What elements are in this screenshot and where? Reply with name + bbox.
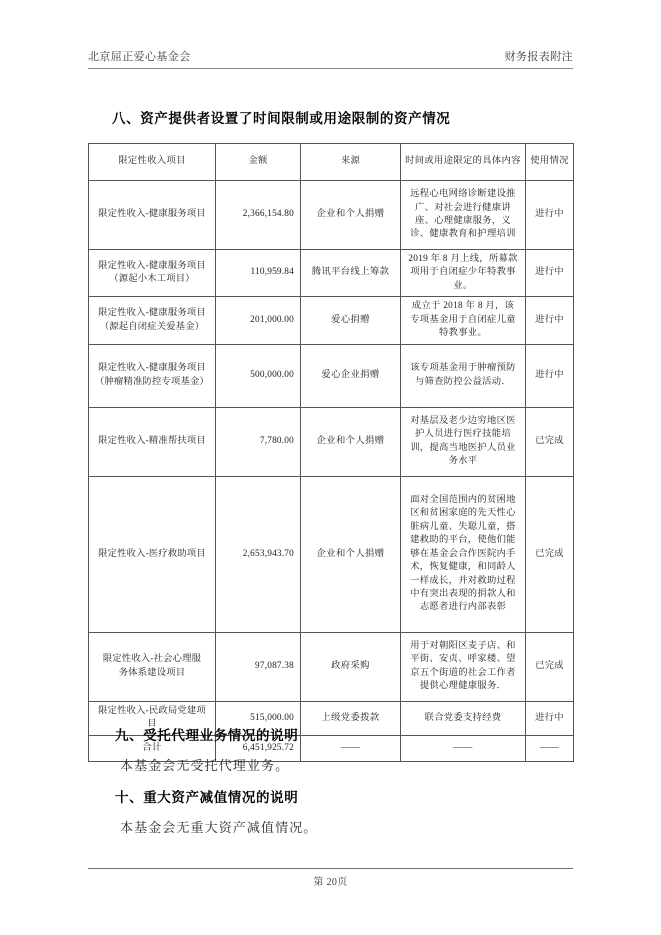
section-heading-nine: 九、受托代理业务情况的说明: [115, 728, 299, 743]
cell-amount: 2,366,154.80: [216, 181, 301, 250]
cell-amount: 515,000.00: [216, 701, 301, 735]
cell-detail: 联合党委支持经费: [401, 701, 526, 735]
section-ten-paragraph: 本基金会无重大资产减值情况。: [120, 820, 318, 835]
cell-status: 进行中: [526, 250, 574, 297]
table-row: [89, 407, 574, 476]
item-line-2: （源起自闭症关爱基金）: [99, 321, 205, 332]
header-organization: 北京屈正爱心基金会: [88, 51, 191, 63]
cell-status: 进行中: [526, 344, 574, 407]
restricted-income-table: [88, 143, 574, 762]
total-detail: ——: [401, 735, 526, 761]
item-line-1: 限定性收入-健康服务项目: [98, 209, 206, 220]
cell-item: [89, 476, 216, 632]
cell-amount: 500,000.00: [216, 344, 301, 407]
item-line-2: 目: [147, 719, 157, 730]
cell-amount: 97,087.38: [216, 632, 301, 701]
table-row: [89, 344, 574, 407]
table-row: [89, 476, 574, 632]
total-source: ——: [301, 735, 401, 761]
cell-amount: 2,653,943.70: [216, 476, 301, 632]
cell-status: 进行中: [526, 181, 574, 250]
total-label: 合计: [89, 735, 216, 761]
cell-status: 已完成: [526, 476, 574, 632]
table-row: [89, 181, 574, 250]
section-nine-paragraph: 本基金会无受托代理业务。: [120, 758, 290, 773]
item-line-1: 限定性收入-精准帮扶项目: [98, 436, 206, 447]
table-row: [89, 250, 574, 297]
total-amount: 6,451,925.72: [216, 735, 301, 761]
cell-detail: 2019 年 8 月上线，所募款项用于自闭症少年特教事业。: [401, 250, 526, 297]
column-header-detail: 时间或用途限定的具体内容: [401, 144, 526, 181]
cell-detail: 成立于 2018 年 8 月，该专项基金用于自闭症儿童特教事业。: [401, 297, 526, 344]
item-line-2: 务体系建设项目: [118, 667, 186, 678]
cell-source: 爱心企业捐赠: [301, 344, 401, 407]
cell-item: [89, 297, 216, 344]
page-footer: [88, 868, 573, 888]
cell-source: 腾讯平台线上筹款: [301, 250, 401, 297]
cell-amount: 110,959.84: [216, 250, 301, 297]
item-line-2: （肿瘤精准防控专项基金）: [95, 376, 209, 387]
running-header: [88, 48, 573, 69]
cell-amount: 201,000.00: [216, 297, 301, 344]
cell-status: 进行中: [526, 701, 574, 735]
cell-amount: 7,780.00: [216, 407, 301, 476]
section-heading-ten: 十、重大资产减值情况的说明: [115, 790, 299, 805]
column-header-source: 来源: [301, 144, 401, 181]
page-number: 第 20页: [313, 877, 348, 888]
item-line-2: （源起小木工项目）: [109, 274, 195, 285]
cell-detail: 远程心电网络诊断建设推广、对社会进行健康讲座、心理健康服务，义诊、健康教育和护理培训: [401, 181, 526, 250]
cell-source: 企业和个人捐赠: [301, 476, 401, 632]
cell-source: 企业和个人捐赠: [301, 407, 401, 476]
table-row: [89, 632, 574, 701]
cell-item: [89, 407, 216, 476]
section-heading-eight: 八、资产提供者设置了时间限制或用途限制的资产情况: [112, 111, 451, 126]
cell-detail: 该专项基金用于肿瘤预防与筛查防控公益活动．: [401, 344, 526, 407]
cell-status: 已完成: [526, 632, 574, 701]
cell-item: [89, 181, 216, 250]
column-header-status: 使用情况: [526, 144, 574, 181]
table-row: [89, 297, 574, 344]
item-line-1: 限定性收入-健康服务项目: [98, 260, 206, 271]
cell-item: [89, 632, 216, 701]
item-line-1: 限定性收入-健康服务项目: [98, 308, 206, 319]
cell-status: 已完成: [526, 407, 574, 476]
column-header-amount: 金额: [216, 144, 301, 181]
item-line-1: 限定性收入-民政局党建项: [98, 705, 206, 716]
item-line-1: 限定性收入-健康服务项目: [98, 363, 206, 374]
item-line-1: 限定性收入-医疗救助项目: [98, 548, 206, 559]
cell-detail: 面对全国范围内的贫困地区和贫困家庭的先天性心脏病儿童、失聪儿童，搭建救助的平台，使他们能够在基金会合作医院内手术，恢复健康，和同龄人一样成长，并对救助过程中有突出表现的捐款人和志愿者进行内部表彰: [401, 476, 526, 632]
cell-source: 爱心捐赠: [301, 297, 401, 344]
cell-detail: 对基层及老少边穷地区医护人员进行医疗技能培训，提高当地医护人员业务水平: [401, 407, 526, 476]
header-document-title: 财务报表附注: [504, 51, 573, 63]
column-header-item: 限定性收入项目: [89, 144, 216, 181]
cell-source: 企业和个人捐赠: [301, 181, 401, 250]
item-line-1: 限定性收入-社会心理服: [102, 654, 202, 665]
cell-source: 政府采购: [301, 632, 401, 701]
total-status: ——: [526, 735, 574, 761]
cell-source: 上级党委拨款: [301, 701, 401, 735]
cell-item: [89, 344, 216, 407]
cell-item: [89, 250, 216, 297]
table-header-row: [89, 144, 574, 181]
cell-status: 进行中: [526, 297, 574, 344]
cell-detail: 用于对朝阳区麦子店、和平街、安贞、呼家楼、望京五个街道的社会工作者提供心理健康服务．: [401, 632, 526, 701]
